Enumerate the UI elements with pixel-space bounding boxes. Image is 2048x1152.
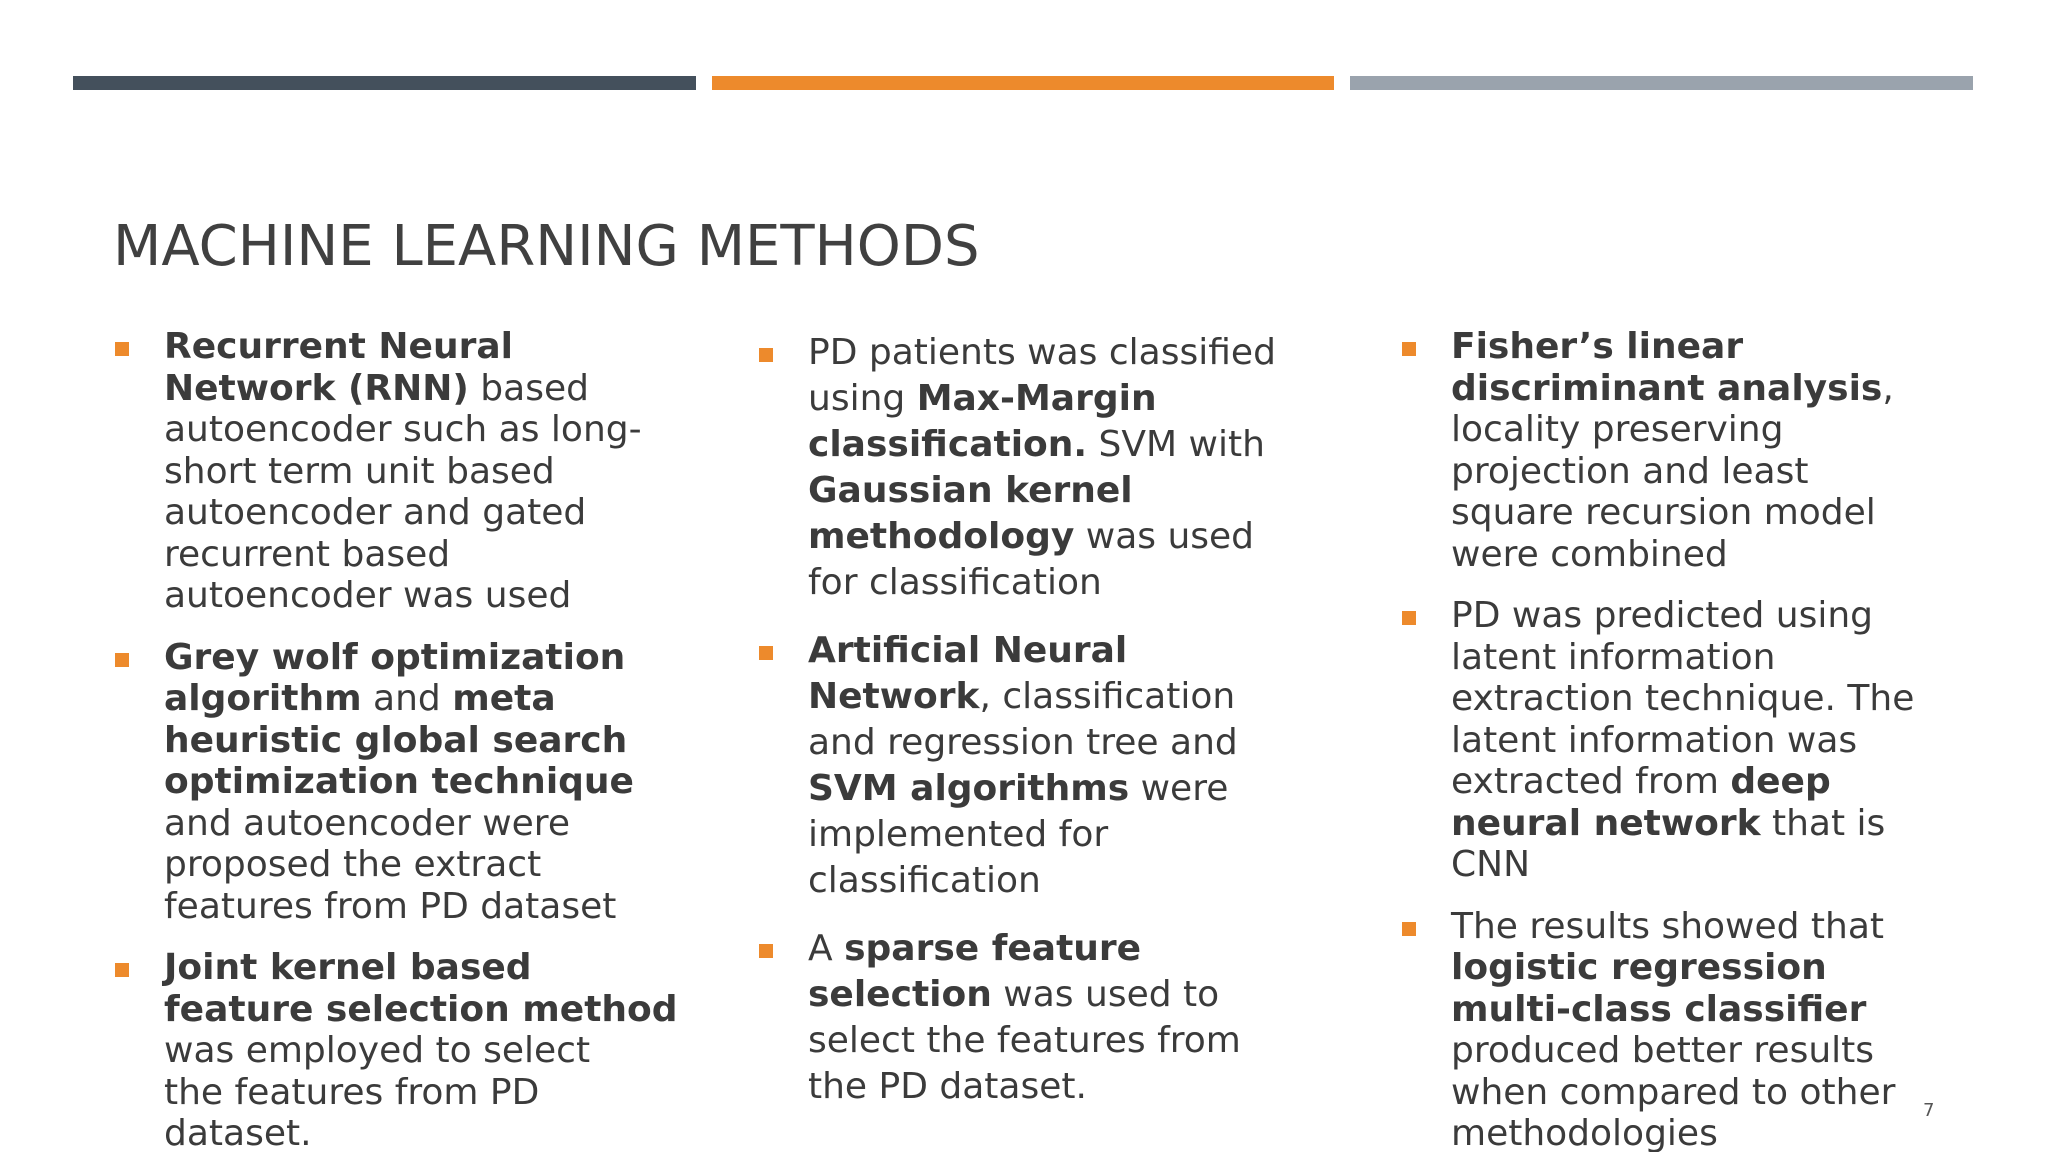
bullet-text-line bbox=[1451, 761, 1920, 803]
text-segment: CNN bbox=[1451, 844, 1530, 885]
text-segment: were bbox=[1129, 768, 1229, 809]
text-segment: autoencoder such as long- bbox=[164, 409, 642, 450]
bold-text-segment: multi-class classifier bbox=[1451, 988, 1867, 1030]
page-number: 7 bbox=[1923, 1100, 1935, 1121]
bullet-text-line bbox=[808, 858, 1317, 904]
bullet-text-line bbox=[808, 926, 1317, 972]
bullet-marker-icon bbox=[759, 944, 773, 958]
bullet-item bbox=[757, 628, 1317, 904]
bullet-text-line bbox=[1451, 947, 1920, 989]
bullet-text-line bbox=[808, 468, 1317, 514]
bullet-marker-icon bbox=[759, 646, 773, 660]
bullet-text-line bbox=[164, 988, 678, 1031]
bullet-marker-icon bbox=[115, 342, 129, 356]
text-segment: the PD dataset. bbox=[808, 1066, 1087, 1107]
bullet-text-line bbox=[164, 575, 673, 617]
content-column-2 bbox=[757, 326, 1317, 1132]
bold-text-segment: Recurrent Neural bbox=[164, 326, 513, 367]
header-bar-gray bbox=[1350, 76, 1973, 90]
bold-text-segment: Artificial Neural bbox=[808, 630, 1128, 671]
bullet-text-line bbox=[808, 674, 1317, 720]
text-segment: SVM with bbox=[1087, 424, 1265, 465]
bullet-text-line bbox=[164, 637, 673, 679]
text-segment: dataset. bbox=[164, 1113, 312, 1152]
bold-text-segment: optimization technique bbox=[164, 761, 634, 802]
text-segment: features from PD dataset bbox=[164, 885, 617, 927]
text-segment: was used to bbox=[991, 974, 1220, 1015]
bullet-item bbox=[1400, 906, 1920, 1152]
bullet-item bbox=[757, 926, 1317, 1110]
text-segment: projection and least bbox=[1451, 450, 1809, 492]
bold-text-segment: Max-Margin bbox=[916, 378, 1157, 419]
bullet-text-line bbox=[808, 628, 1317, 674]
bullet-text-line bbox=[808, 766, 1317, 812]
bold-text-segment: sparse feature bbox=[844, 928, 1142, 969]
bullet-text-line bbox=[808, 422, 1317, 468]
text-segment: latent information was bbox=[1451, 719, 1858, 761]
bullet-text-line bbox=[164, 1030, 673, 1072]
bullet-text-line bbox=[164, 844, 673, 886]
bullet-item bbox=[113, 326, 673, 617]
bold-text-segment: deep bbox=[1730, 761, 1831, 802]
bullet-text-line bbox=[1451, 906, 1920, 948]
bullet-text-line bbox=[1451, 451, 1920, 493]
text-segment: PD was predicted using bbox=[1451, 595, 1874, 636]
bold-text-segment: feature selection method bbox=[164, 988, 678, 1030]
bullet-item bbox=[1400, 595, 1920, 886]
text-segment: proposed the extract bbox=[164, 844, 542, 885]
bullet-text-line bbox=[808, 514, 1317, 560]
bullet-text-line bbox=[1451, 989, 1920, 1031]
text-segment: extraction technique. The bbox=[1451, 678, 1915, 719]
bullet-text-line bbox=[808, 720, 1317, 766]
bullet-text-line bbox=[808, 1018, 1317, 1064]
bold-text-segment: Joint kernel based bbox=[164, 947, 532, 988]
text-segment: using bbox=[808, 378, 917, 419]
bold-text-segment: Network bbox=[808, 676, 980, 717]
bullet-marker-icon bbox=[115, 653, 129, 667]
bullet-item bbox=[1400, 326, 1920, 575]
text-segment: that is bbox=[1760, 802, 1886, 844]
bullet-text-line bbox=[1451, 595, 1920, 637]
text-segment: short term unit based bbox=[164, 450, 555, 492]
bullet-text-line bbox=[1451, 844, 1920, 886]
bullet-text-line bbox=[1451, 637, 1920, 679]
bullet-text-line bbox=[1451, 720, 1920, 762]
bold-text-segment: methodology bbox=[808, 516, 1075, 557]
bullet-text-line bbox=[164, 720, 673, 762]
bold-text-segment: classification. bbox=[808, 424, 1088, 465]
bullet-marker-icon bbox=[1402, 342, 1416, 356]
bullet-text-line bbox=[1451, 326, 1920, 368]
bold-text-segment: meta bbox=[452, 678, 556, 719]
bold-text-segment: Network (RNN) bbox=[164, 367, 469, 409]
content-column-3 bbox=[1400, 326, 1920, 1152]
bullet-text-line bbox=[1451, 368, 1920, 410]
text-segment: and bbox=[361, 678, 453, 719]
text-segment: recurrent based bbox=[164, 533, 451, 575]
bullet-text-line bbox=[164, 803, 673, 845]
bullet-text-line bbox=[164, 368, 673, 410]
text-segment: select the features from bbox=[808, 1020, 1241, 1061]
bullet-item bbox=[113, 637, 673, 928]
bold-text-segment: Grey wolf optimization bbox=[164, 636, 626, 678]
bullet-text-line bbox=[164, 1113, 673, 1152]
text-segment: autoencoder was used bbox=[164, 575, 572, 616]
text-segment: were combined bbox=[1451, 533, 1728, 575]
bold-text-segment: Fisher’s linear bbox=[1451, 326, 1744, 367]
bullet-text-line bbox=[1451, 678, 1920, 720]
text-segment: square recursion model bbox=[1451, 492, 1876, 533]
text-segment: was used bbox=[1074, 516, 1255, 557]
bullet-item bbox=[757, 330, 1317, 606]
bullet-marker-icon bbox=[1402, 611, 1416, 625]
bullet-text-line bbox=[164, 326, 673, 368]
text-segment: autoencoder and gated bbox=[164, 492, 587, 533]
bold-text-segment: logistic regression bbox=[1451, 947, 1827, 988]
text-segment: , classification bbox=[979, 676, 1236, 717]
bullet-text-line bbox=[1451, 1113, 1920, 1152]
header-bar-dark bbox=[73, 76, 696, 90]
bullet-text-line bbox=[808, 812, 1317, 858]
bullet-text-line bbox=[164, 409, 673, 451]
bold-text-segment: algorithm bbox=[164, 678, 362, 719]
bullet-marker-icon bbox=[759, 348, 773, 362]
bold-text-segment: neural network bbox=[1451, 802, 1761, 844]
bullet-text-line bbox=[1451, 492, 1920, 534]
bullet-item bbox=[113, 947, 678, 1152]
bullet-text-line bbox=[1451, 534, 1920, 576]
text-segment: implemented for bbox=[808, 814, 1109, 855]
text-segment: and autoencoder were bbox=[164, 802, 570, 844]
text-segment: locality preserving bbox=[1451, 409, 1784, 450]
bullet-text-line bbox=[1451, 409, 1920, 451]
bullet-text-line bbox=[808, 972, 1317, 1018]
content-column-1 bbox=[113, 326, 678, 1152]
text-segment: based bbox=[468, 367, 589, 409]
bullet-text-line bbox=[1451, 803, 1920, 845]
bullet-text-line bbox=[164, 1072, 673, 1114]
text-segment: latent information bbox=[1451, 636, 1776, 678]
bullet-text-line bbox=[164, 678, 673, 720]
bullet-text-line bbox=[1451, 1030, 1920, 1072]
bullet-text-line bbox=[164, 886, 673, 928]
text-segment: classification bbox=[808, 860, 1041, 901]
text-segment: methodologies bbox=[1451, 1113, 1718, 1152]
bullet-text-line bbox=[164, 534, 673, 576]
slide-title: MACHINE LEARNING METHODS bbox=[113, 214, 980, 279]
bullet-text-line bbox=[164, 761, 673, 803]
text-segment: when compared to other bbox=[1451, 1071, 1896, 1113]
bold-text-segment: Gaussian kernel bbox=[808, 470, 1133, 511]
bullet-marker-icon bbox=[115, 963, 129, 977]
bold-text-segment: SVM algorithms bbox=[808, 768, 1130, 809]
text-segment: the features from PD bbox=[164, 1071, 540, 1113]
bullet-text-line bbox=[164, 492, 673, 534]
bullet-text-line bbox=[808, 560, 1317, 606]
text-segment: , bbox=[1882, 367, 1894, 409]
text-segment: was employed to select bbox=[164, 1030, 591, 1071]
text-segment: for classification bbox=[808, 562, 1102, 603]
bullet-text-line bbox=[808, 1064, 1317, 1110]
header-bar-orange bbox=[712, 76, 1334, 90]
bold-text-segment: discriminant analysis bbox=[1451, 367, 1883, 409]
bullet-text-line bbox=[808, 330, 1317, 376]
bullet-marker-icon bbox=[1402, 922, 1416, 936]
text-segment: The results showed that bbox=[1451, 905, 1885, 947]
bold-text-segment: selection bbox=[808, 974, 992, 1015]
bold-text-segment: heuristic global search bbox=[164, 719, 628, 761]
bullet-text-line bbox=[164, 451, 673, 493]
bullet-text-line bbox=[808, 376, 1317, 422]
bullet-text-line bbox=[1451, 1072, 1920, 1114]
text-segment: extracted from bbox=[1451, 761, 1731, 802]
text-segment: produced better results bbox=[1451, 1030, 1875, 1071]
bullet-text-line bbox=[164, 947, 673, 989]
text-segment: PD patients was classified bbox=[808, 332, 1276, 373]
text-segment: and regression tree and bbox=[808, 722, 1238, 763]
text-segment: A bbox=[808, 928, 845, 969]
